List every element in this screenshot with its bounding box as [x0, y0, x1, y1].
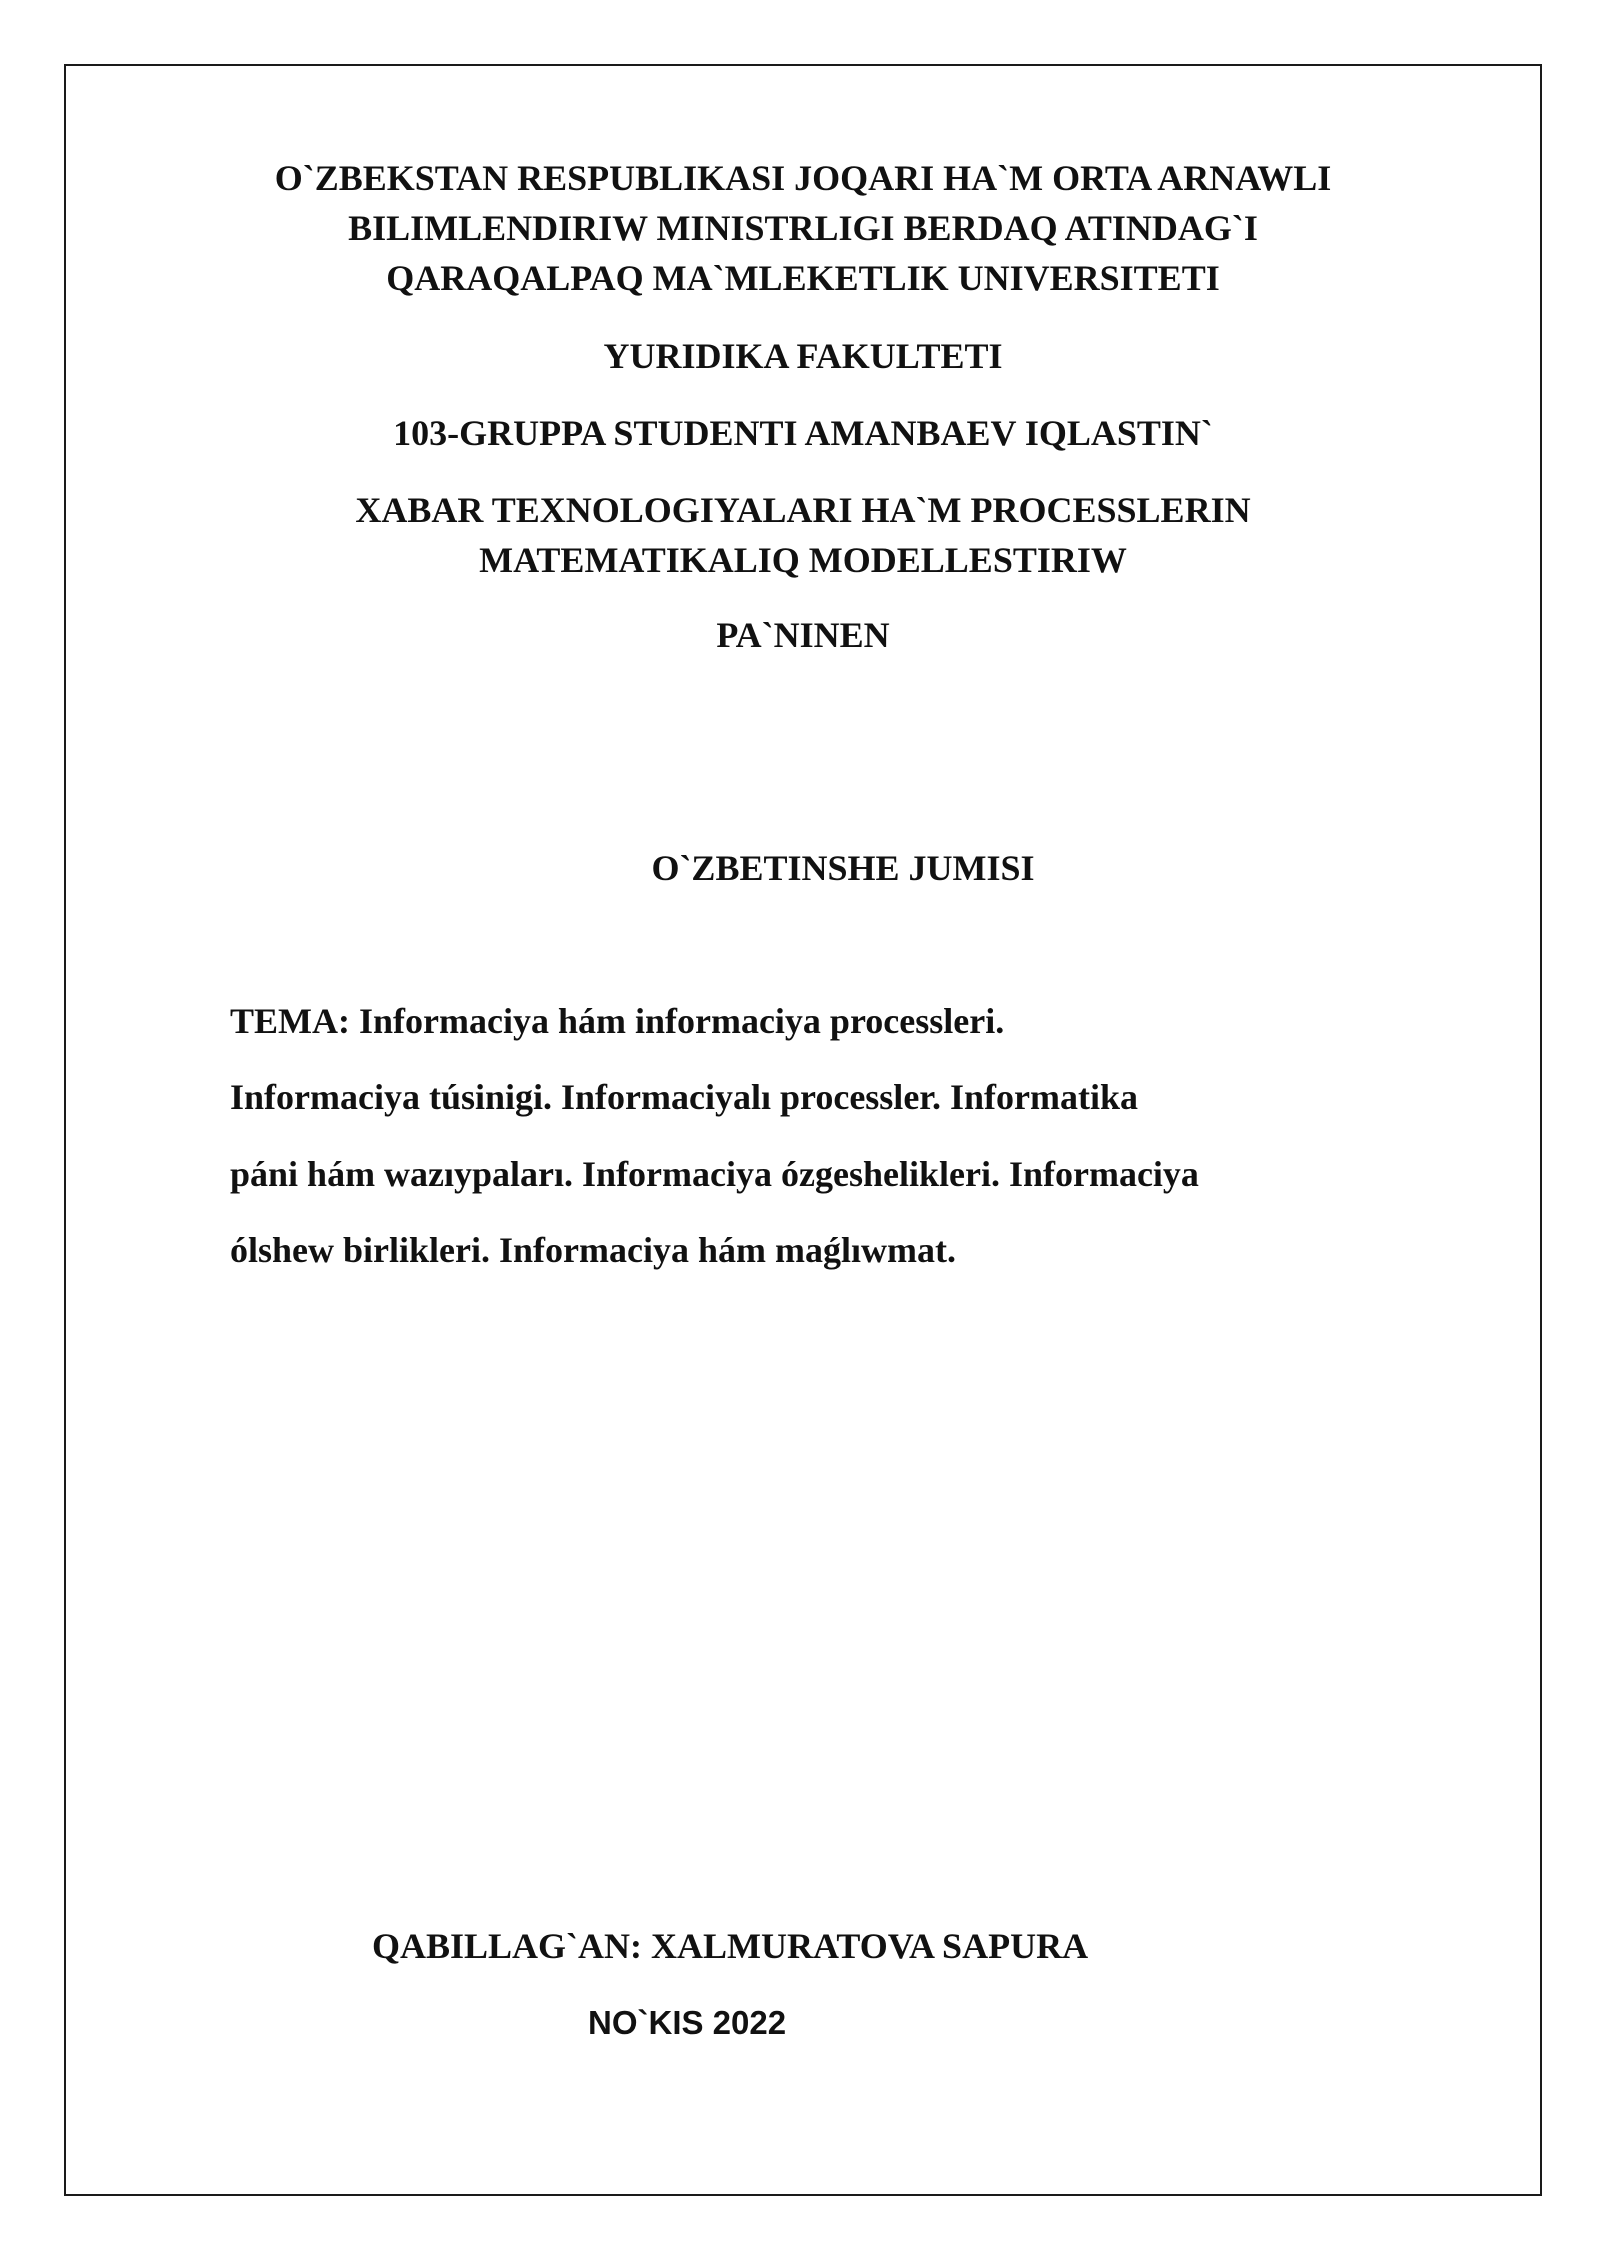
topic-line-3: páni hám wazıypaları. Informaciya ózgeshelikleri. Informaciya [230, 1154, 1199, 1194]
topic-line-4: ólshew birlikleri. Informaciya hám maǵlıwmat. [230, 1230, 956, 1270]
accepted-by-line: QABILLAG`AN: XALMURATOVA SAPURA [372, 1926, 1089, 1966]
subject-line-2: MATEMATIKALIQ MODELLESTIRIW [479, 540, 1127, 580]
work-type-title: O`ZBETINSHE JUMISI [651, 848, 1035, 888]
subject-line-3: PA`NINEN [716, 615, 890, 655]
subject-line-1: XABAR TEXNOLOGIYALARI HA`M PROCESSLERIN [355, 490, 1251, 530]
topic-line-1: TEMA: Informaciya hám informaciya processleri. [230, 1001, 1005, 1041]
topic-line-2: Informaciya túsinigi. Informaciyalı processler. Informatika [230, 1077, 1138, 1117]
page-border [64, 64, 1542, 2196]
ministry-line-3: QARAQALPAQ MA`MLEKETLIK UNIVERSITETI [386, 258, 1220, 298]
ministry-line-1: O`ZBEKSTAN RESPUBLIKASI JOQARI HA`M ORTA ARNAWLI [274, 158, 1332, 198]
student-line: 103-GRUPPA STUDENTI AMANBAEV IQLASTIN` [393, 413, 1213, 453]
city-year: NO`KIS 2022 [588, 2004, 787, 2041]
faculty-title: YURIDIKA FAKULTETI [603, 336, 1003, 376]
ministry-line-2: BILIMLENDIRIW MINISTRLIGI BERDAQ ATINDAG`I [348, 208, 1258, 248]
